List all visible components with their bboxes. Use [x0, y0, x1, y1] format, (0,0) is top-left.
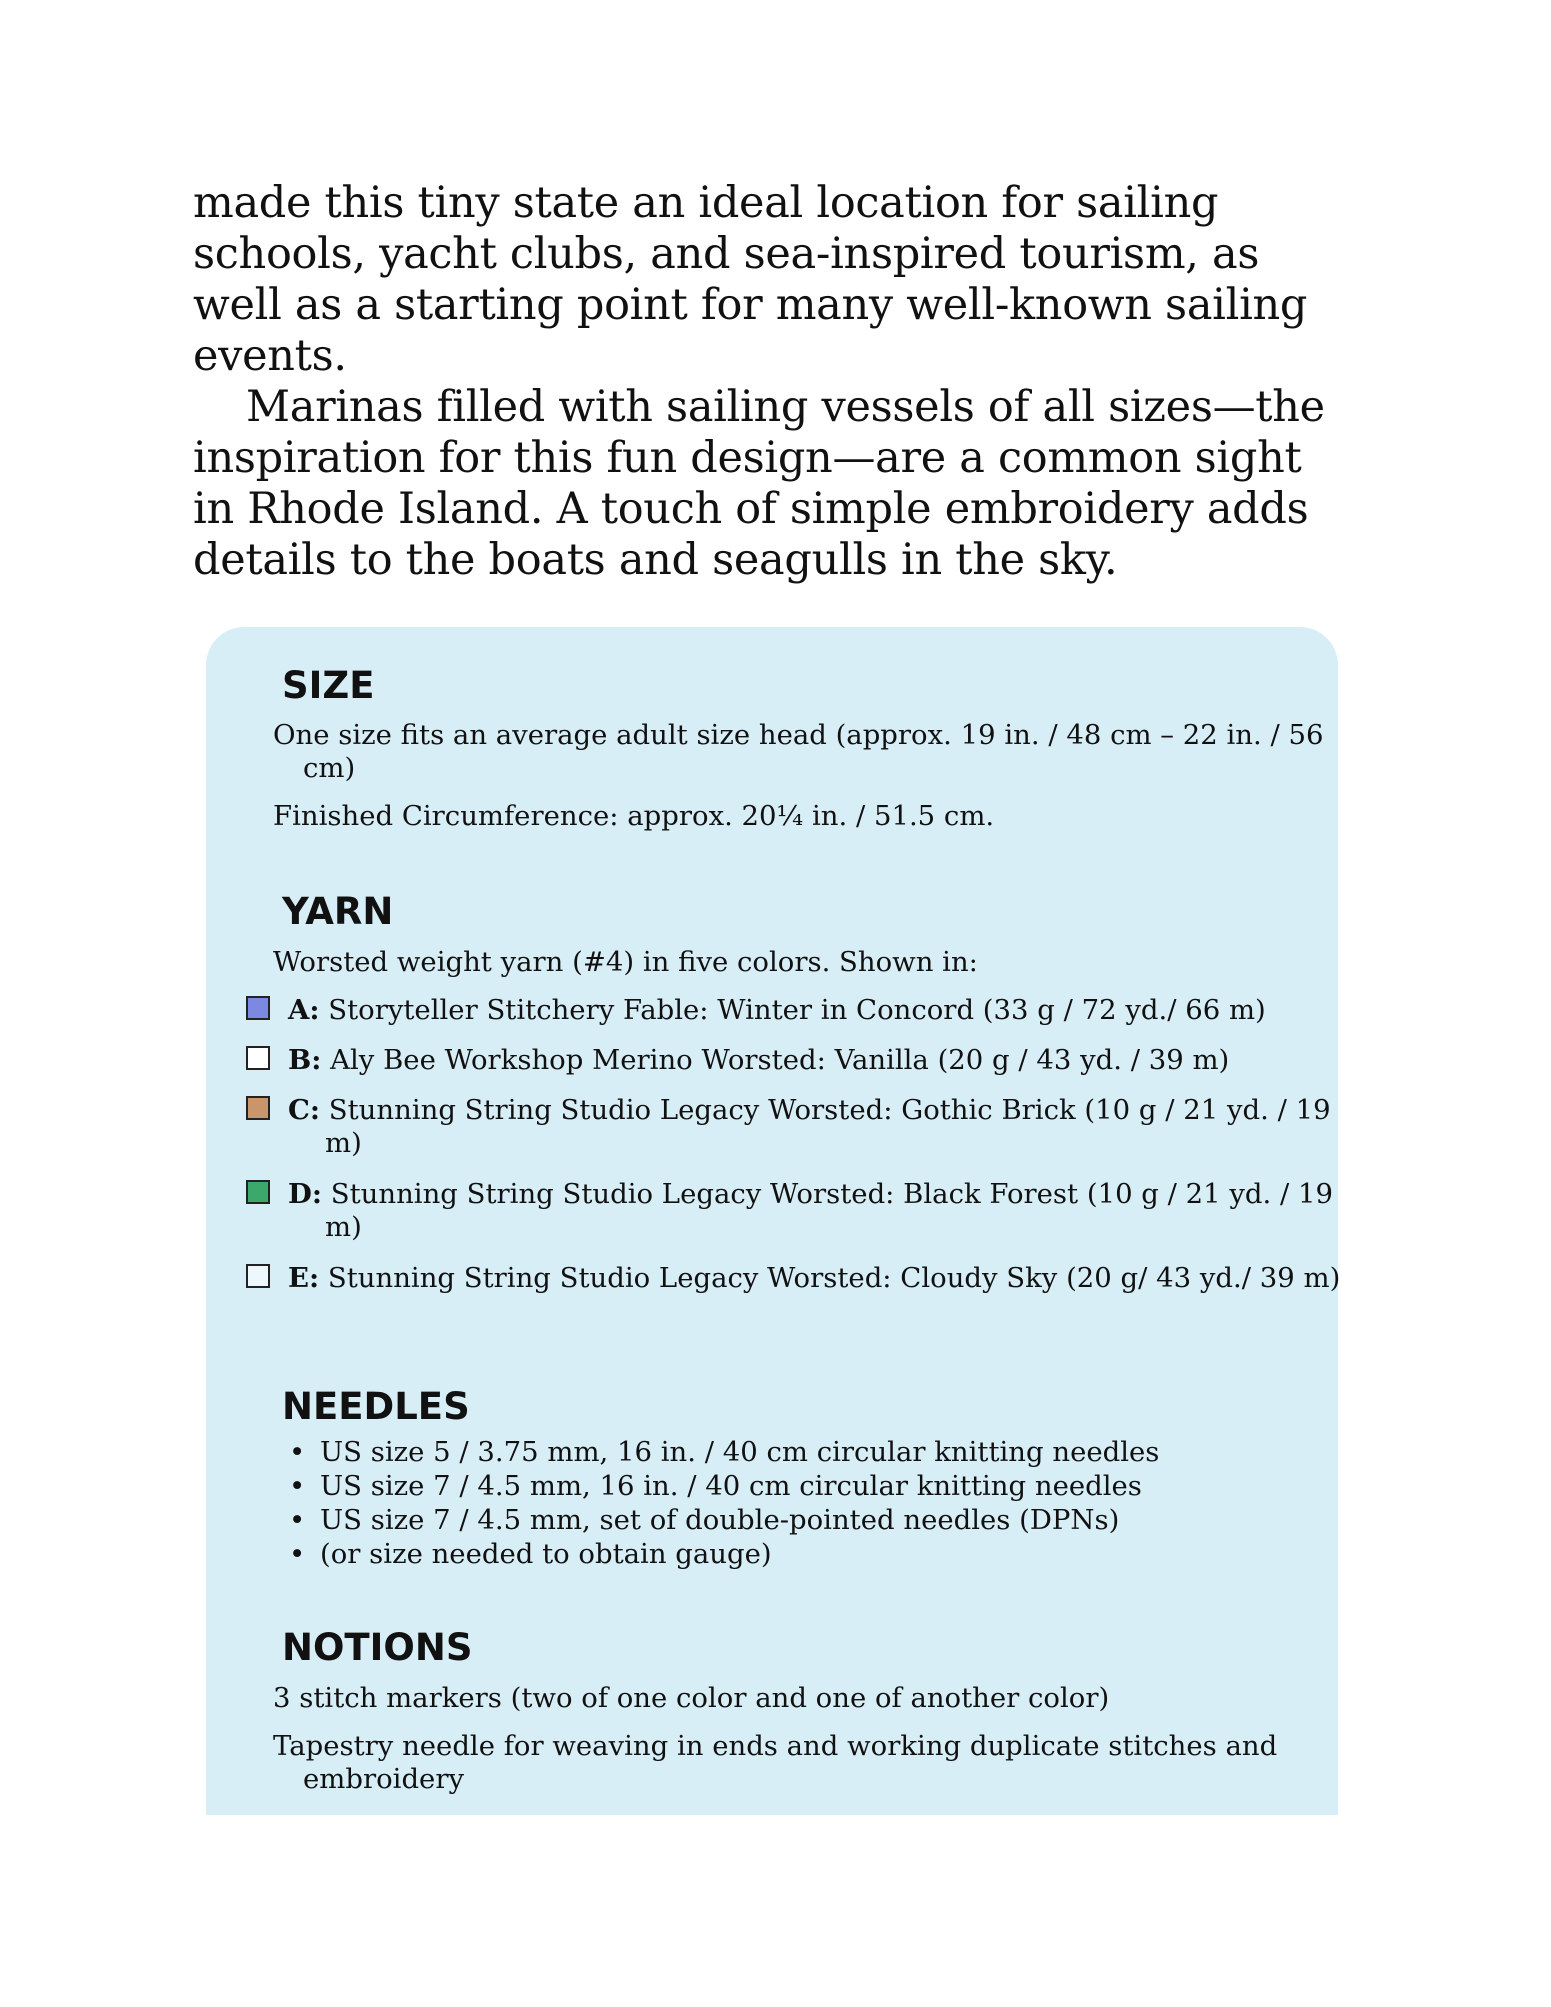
notions-stitch-markers: 3 stitch markers (two of one color and one of another color) [273, 1682, 1110, 1714]
yarn-item-text [288, 1262, 1365, 1295]
size-heading: SIZE [282, 664, 375, 707]
bullet-icon: • [289, 1504, 306, 1536]
yarn-item-label: D: [288, 1178, 322, 1210]
list-item [287, 1503, 1159, 1537]
yarn-item-description: Stunning String Studio Legacy Worsted: Black Forest (10 g / 21 yd. / 19 m) [325, 1178, 1334, 1243]
yarn-item-label: B: [288, 1044, 322, 1076]
bullet-icon: • [289, 1470, 306, 1502]
yarn-item-description: Stunning String Studio Legacy Worsted: Cloudy Sky (20 g/ 43 yd./ 39 m) [327, 1262, 1341, 1294]
list-item [287, 1435, 1159, 1469]
yarn-item-text [288, 1178, 1365, 1244]
size-head-fit: One size fits an average adult size head (approx. 19 in. / 48 cm – 22 in. / 56 cm) [273, 719, 1324, 784]
needle-text: (or size needed to obtain gauge) [320, 1538, 772, 1570]
yarn-item-label: E: [288, 1262, 320, 1294]
yarn-item-description: Aly Bee Workshop Merino Worsted: Vanilla (20 g / 43 yd. / 39 m) [330, 1044, 1230, 1076]
needles-heading: NEEDLES [282, 1385, 470, 1428]
needle-text: US size 7 / 4.5 mm, set of double-pointed needles (DPNs) [320, 1504, 1120, 1536]
yarn-item-e [246, 1262, 1341, 1332]
yarn-item-label: A: [288, 994, 320, 1026]
yarn-item-c [246, 1094, 1336, 1164]
color-swatch-b [246, 1046, 270, 1070]
color-swatch-e [246, 1264, 270, 1288]
bullet-icon: • [289, 1436, 306, 1468]
notions-tapestry-needle: Tapestry needle for weaving in ends and working duplicate stitches and embroidery [273, 1730, 1278, 1795]
yarn-item-text [288, 1094, 1365, 1160]
bullet-icon: • [289, 1538, 306, 1570]
list-item [287, 1537, 1159, 1571]
needle-text: US size 5 / 3.75 mm, 16 in. / 40 cm circular knitting needles [320, 1436, 1160, 1468]
list-item [287, 1469, 1159, 1503]
color-swatch-a [246, 996, 270, 1020]
needle-text: US size 7 / 4.5 mm, 16 in. / 40 cm circular knitting needles [320, 1470, 1142, 1502]
yarn-item-description: Storyteller Stitchery Fable: Winter in Concord (33 g / 72 yd./ 66 m) [328, 994, 1266, 1026]
yarn-heading: YARN [282, 890, 394, 933]
yarn-item-description: Stunning String Studio Legacy Worsted: Gothic Brick (10 g / 21 yd. / 19 m) [325, 1094, 1331, 1159]
yarn-item-text [288, 1044, 1365, 1077]
color-swatch-d [246, 1180, 270, 1204]
size-finished-circumference: Finished Circumference: approx. 20¼ in. / 51.5 cm. [273, 800, 995, 832]
notions-heading: NOTIONS [282, 1626, 473, 1669]
yarn-intro: Worsted weight yarn (#4) in five colors. Shown in: [273, 946, 978, 978]
yarn-item-label: C: [288, 1094, 321, 1126]
color-swatch-c [246, 1096, 270, 1120]
yarn-item-text [288, 994, 1365, 1027]
intro-paragraph-1: made this tiny state an ideal location for sailing schools, yacht clubs, and sea-inspired tourism, as well as a starting point for many well-known sailing events. [193, 178, 1308, 381]
intro-paragraph-2: Marinas filled with sailing vessels of all sizes—the inspiration for this fun design—are a common sight in Rhode Island. A touch of simple embroidery adds details to the boats and seagulls in the sky. [193, 382, 1325, 585]
needles-list [287, 1435, 1159, 1571]
yarn-item-d [246, 1178, 1336, 1248]
intro-text [193, 178, 1353, 586]
